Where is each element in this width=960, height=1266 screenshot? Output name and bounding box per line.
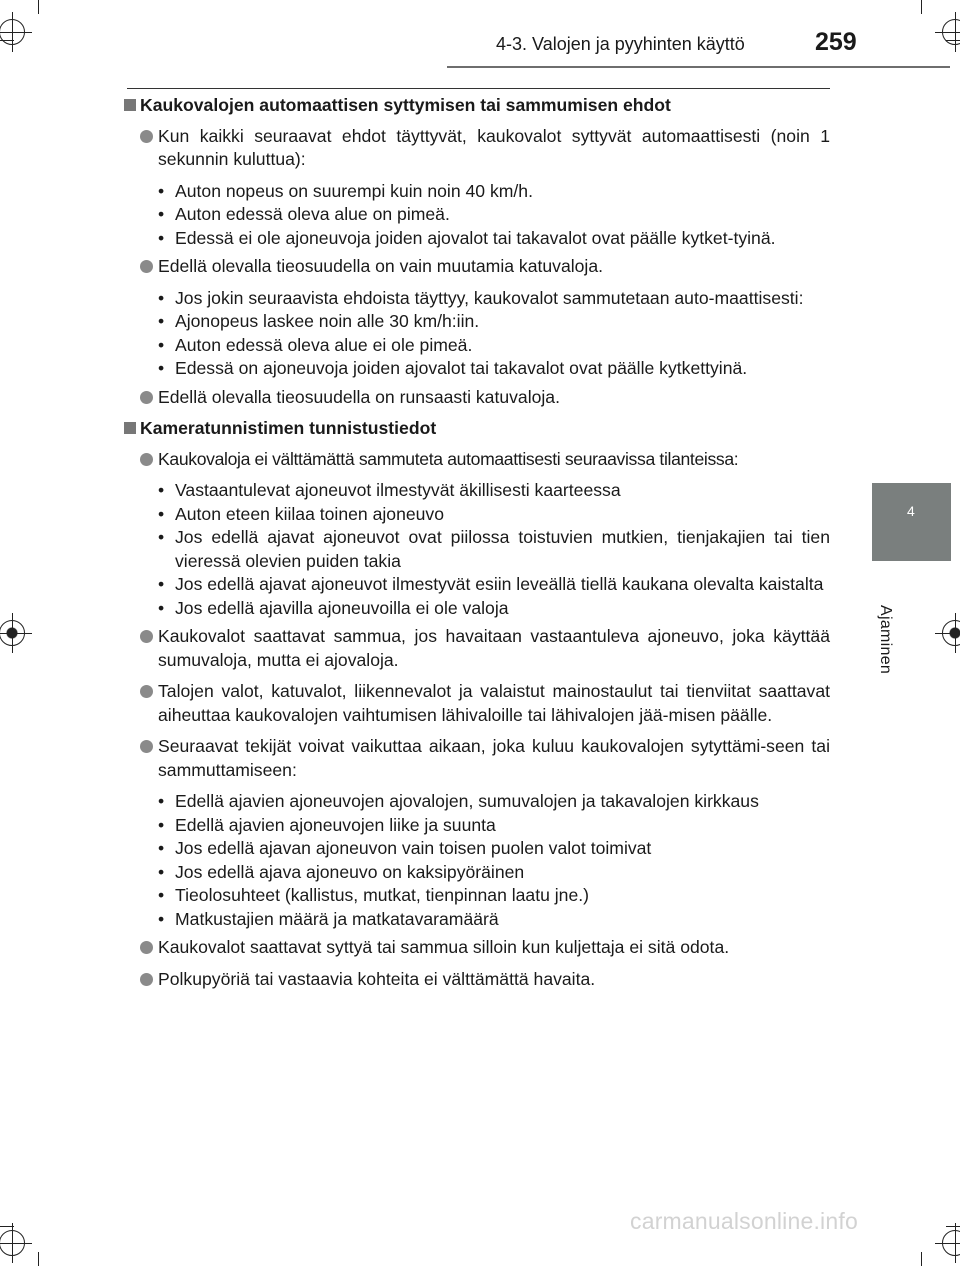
bullet-list <box>124 479 830 620</box>
paragraph <box>124 735 830 782</box>
chapter-number: 4 <box>907 503 915 519</box>
list-item: • Auton nopeus on suurempi kuin noin 40 km/h. <box>158 180 830 204</box>
watermark: carmanualsonline.info <box>630 1208 858 1234</box>
list-item: • Ajonopeus laskee noin alle 30 km/h:iin. <box>158 310 830 334</box>
list-item: • Edessä ei ole ajoneuvoja joiden ajovalot tai takavalot ovat päälle kytket-tyinä. <box>158 227 830 251</box>
circle-bullet-icon <box>140 941 153 954</box>
paragraph <box>124 936 830 960</box>
paragraph <box>124 625 830 672</box>
circle-bullet-icon <box>140 685 153 698</box>
list-item: • Edellä ajavien ajoneuvojen ajovalojen, sumuvalojen ja takavalojen kirkkaus <box>158 790 830 814</box>
registration-mark-icon <box>0 19 25 45</box>
list-item: • Jos edellä ajava ajoneuvo on kaksipyöräinen <box>158 861 830 885</box>
list-item: • Auton eteen kiilaa toinen ajoneuvo <box>158 503 830 527</box>
list-item: • Jos edellä ajavat ajoneuvot ilmestyvät esiin leveällä tiellä kaukana olevalta kaistalta <box>158 573 830 597</box>
bullet-list <box>124 180 830 251</box>
bullet-list <box>124 790 830 931</box>
running-header-section-title: 4-3. Valojen ja pyyhinten käyttö <box>496 34 745 54</box>
section-heading-text: Kaukovalojen automaattisen syttymisen tai sammumisen ehdot <box>140 95 671 115</box>
list-item: • Jos edellä ajavan ajoneuvon vain toisen puolen valot toimivat <box>158 837 830 861</box>
paragraph-text: Edellä olevalla tieosuudella on runsaasti katuvaloja. <box>158 386 560 407</box>
paragraph-text: Edellä olevalla tieosuudella on vain muutamia katuvaloja. <box>158 256 604 276</box>
list-item: • Edellä ajavien ajoneuvojen liike ja suunta <box>158 814 830 838</box>
paragraph <box>124 386 830 410</box>
registration-mark-icon <box>942 620 960 646</box>
circle-bullet-icon <box>140 260 153 273</box>
content-top-rule <box>127 88 830 89</box>
paragraph <box>124 255 830 279</box>
registration-mark-icon <box>942 1230 960 1256</box>
bullet-list <box>124 287 830 381</box>
circle-bullet-icon <box>140 391 153 404</box>
list-item: • Edessä on ajoneuvoja joiden ajovalot tai takavalot ovat päälle kytkettyinä. <box>158 357 830 381</box>
paragraph-text: Kaukovalot saattavat syttyä tai sammua silloin kun kuljettaja ei sitä odota. <box>158 937 730 957</box>
paragraph-text: Polkupyöriä tai vastaavia kohteita ei välttämättä havaita. <box>158 968 596 989</box>
page-number: 259 <box>815 28 857 56</box>
list-item: • Jos jokin seuraavista ehdoista täyttyy, kaukovalot sammutetaan auto-maattisesti: <box>158 287 830 311</box>
paragraph-text: Talojen valot, katuvalot, liikennevalot ja valaistut mainostaulut tai tienviitat saattavat aiheuttaa kaukovalojen vaihtumisen lähivaloille tai lähivalojen jää-misen päälle. <box>158 681 830 725</box>
paragraph-text: Kun kaikki seuraavat ehdot täyttyvät, kaukovalot syttyvät automaattisesti (noin 1 sekunnin kuluttua): <box>158 125 830 169</box>
paragraph <box>124 125 830 172</box>
list-item: • Tieolosuhteet (kallistus, mutkat, tienpinnan laatu jne.) <box>158 884 830 908</box>
paragraph <box>124 680 830 727</box>
registration-mark-icon <box>942 19 960 45</box>
registration-mark-icon <box>0 620 25 646</box>
square-bullet-icon <box>124 422 136 434</box>
header-rule <box>447 66 950 68</box>
paragraph-text: Seuraavat tekijät voivat vaikuttaa aikaan, joka kuluu kaukovalojen sytyttämi-seen tai sammuttamiseen: <box>158 736 830 780</box>
circle-bullet-icon <box>140 630 153 643</box>
paragraph-text: Kaukovalot saattavat sammua, jos havaitaan vastaantuleva ajoneuvo, joka käyttää sumuvaloja, mutta ei ajovaloja. <box>158 626 830 670</box>
list-item: • Vastaantulevat ajoneuvot ilmestyvät äkillisesti kaarteessa <box>158 479 830 503</box>
list-item: • Matkustajien määrä ja matkatavaramäärä <box>158 908 830 932</box>
list-item: • Jos edellä ajavilla ajoneuvoilla ei ole valoja <box>158 597 830 621</box>
page-content <box>124 94 830 999</box>
circle-bullet-icon <box>140 973 153 986</box>
list-item: • Auton edessä oleva alue ei ole pimeä. <box>158 334 830 358</box>
circle-bullet-icon <box>140 740 153 753</box>
list-item: • Auton edessä oleva alue on pimeä. <box>158 203 830 227</box>
chapter-label: Ajaminen <box>877 605 894 675</box>
section-heading-text: Kameratunnistimen tunnistustiedot <box>140 418 437 438</box>
section-heading-camera-sensor <box>124 417 830 441</box>
registration-mark-icon <box>0 1230 25 1256</box>
square-bullet-icon <box>124 99 136 111</box>
paragraph-text: Kaukovaloja ei välttämättä sammuteta automaattisesti seuraavissa tilanteissa: <box>158 448 739 469</box>
section-heading-high-beam-conditions <box>124 94 830 118</box>
circle-bullet-icon <box>140 453 153 466</box>
circle-bullet-icon <box>140 130 153 143</box>
paragraph <box>124 448 830 472</box>
list-item: • Jos edellä ajavat ajoneuvot ovat piilossa toistuvien mutkien, tienjakajien tai tien vieressä olevien puiden takia <box>158 526 830 573</box>
chapter-tab <box>872 483 951 561</box>
paragraph <box>124 968 830 992</box>
